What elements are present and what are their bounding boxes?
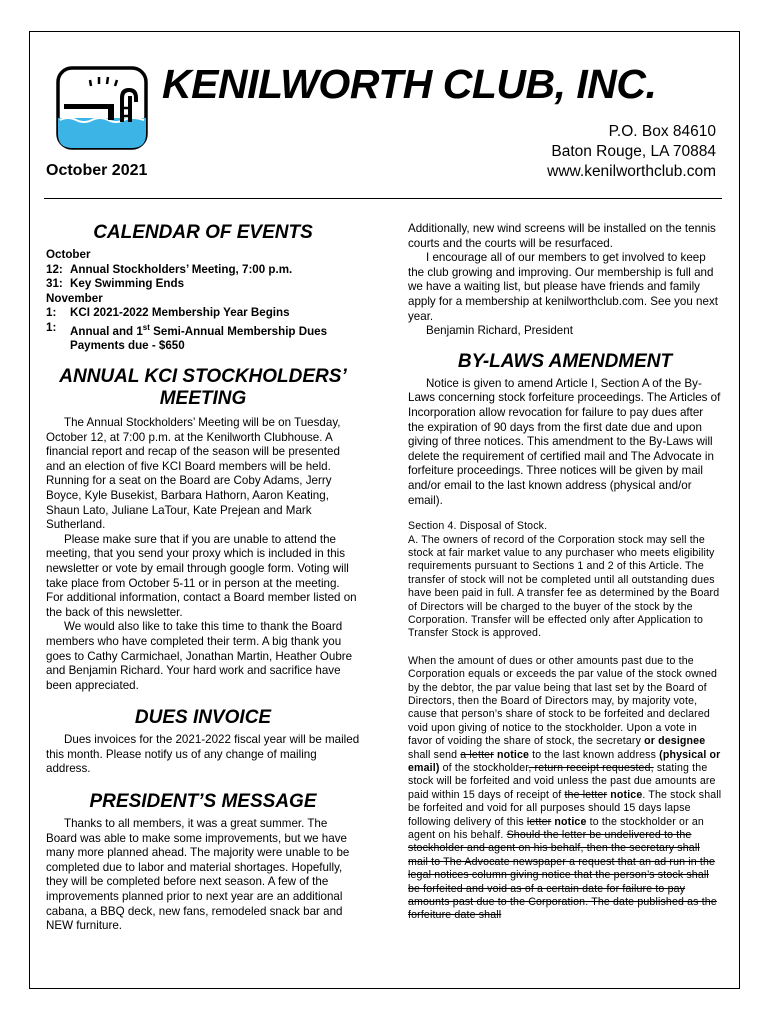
meeting-paragraph: The Annual Stockholders’ Meeting will be on Tuesday, October 12, at 7:00 p.m. at the Kenilworth Clubhouse. A financial report and recap of the season will be presented and an election of five KCI Board members will be held. Running for a seat on the Board are Coby Adams, Jerry Boyce, Kyle Busekist, Barbara Hathorn, Aaron Keating, Shaun Lato, Juliane LaTour, Kate Prejean and Mark Sutherland. [46,416,341,532]
president-paragraph: Thanks to all members, it was a great summer. The Board was able to make some improvements, but we have many more planned ahead. The majority were unable to be completed due to labor and material shortages. Hopefully, they will be completed before next season. A few of the improvements planned prior to next year are an additional cabana, a BBQ deck, new fans, remodeled snack bar and NEW furniture. [46,817,350,933]
pool-ladder-icon [56,66,148,150]
calendar-heading: CALENDAR OF EVENTS [93,222,313,243]
address-line-po-box: P.O. Box 84610 [608,123,716,140]
left-column [46,222,360,934]
president-signature: Benjamin Richard, President [426,324,573,338]
dues-heading: DUES INVOICE [134,707,272,729]
president-body [46,817,360,934]
dues-body [46,733,360,777]
calendar-event: 31: Key Swimming Ends [46,277,185,291]
calendar-event: 1: Annual and 1st Semi-Annual Membership Dues [46,320,328,338]
website-link[interactable]: www.kenilworthclub.com [547,163,716,180]
dues-paragraph: Dues invoices for the 2021-2022 fiscal year will be mailed this month. Please notify us of any change of mailing address. [46,733,360,776]
bylaws-heading: BY-LAWS AMENDMENT [457,350,673,372]
club-name: KENILWORTH CLUB, INC. [162,61,657,107]
president-paragraph: Additionally, new wind screens will be installed on the tennis courts and the courts will be resurfaced. [408,222,716,250]
calendar-list [46,248,360,354]
club-address [547,122,716,182]
meeting-heading: ANNUAL KCI STOCKHOLDERS’ MEETING [59,366,347,410]
header-divider [44,198,722,199]
section-forfeiture: When the amount of dues or other amounts past due to the Corporation equals or exceeds the par value of the stock owned by the debtor, the par value being that last set by the Board of Directors, then the Board of Directors may, by majority vote, cause that person’s share of stock to be forfeited and declared void upon giving of notice to the stockholder. Upon a vote in favor of voiding the share of stock, the secretary or designee shall send a letter notice to the last known address (physical or email) of the stockholder, return receipt requested, stating the stock will be forfeited and void unless the past due amounts are paid within 15 days of receipt of the letter notice. The stock shall be forfeited and void for all purposes should 15 days lapse following delivery of this letter notice to the stockholder or an agent on his behalf. Should the letter be undelivered to the stockholder and agent on his behalf, then the secretary shall mail to The Advocate newspaper a request that an ad run in the legal notices column giving notice that the person’s stock shall be forfeited and void as of a certain date for failure to pay amounts past due to the Corporation. The date published as the forfeiture date shall [408,654,722,922]
section-a: A. The owners of record of the Corporation stock may sell the stock at fair market value to any purchaser who meets eligibility requirements pursuant to Sections 1 and 2 of this Article. The transfer of stock will not be completed until all outstanding dues have been paid in full. A transfer fee as determined by the Board of Directors will be charged to the buyer of the stock by the Corporation. Transfer will be effected only after Application to Transfer Stock is approved. [408,533,720,640]
president-heading: PRESIDENT’S MESSAGE [89,791,317,813]
meeting-body [46,416,360,693]
calendar-event: 12: Annual Stockholders’ Meeting, 7:00 p.m. [46,262,293,276]
meeting-paragraph: We would also like to take this time to thank the Board members who have completed their term. A big thank you goes to Cathy Carmichael, Jonathan Martin, Heather Oubre and Benjamin Richard. Your hard work and sacrifice have been appreciated. [46,620,353,692]
address-line-city: Baton Rouge, LA 70884 [551,143,716,160]
section-title: Section 4. Disposal of Stock. [408,520,548,533]
president-paragraph: I encourage all of our members to get involved to keep the club growing and improving. Our membership is full and we have a waiting list, but please have friends and family apply for a membership at kenilworthclub.com. See you next year. [408,251,718,323]
issue-date: October 2021 [46,162,148,179]
calendar-event: 1: KCI 2021-2022 Membership Year Begins [46,306,290,320]
meeting-paragraph: Please make sure that if you are unable to attend the meeting, that you send your proxy which is included in this newsletter or vote by email through google form. Voting will take place from October 5-11 or in person at the meeting. For additional information, contact a Board member listed on the back of this newsletter. [46,532,357,619]
bylaws-section-4 [408,520,722,923]
calendar-month-november: November [46,291,103,305]
calendar-month-october: October [46,248,91,261]
right-column [408,222,722,923]
bylaws-paragraph: Notice is given to amend Article I, Section A of the By-Laws concerning stock forfeiture proceedings. The Articles of Incorporation allow revocation for failure to pay dues after the expiration of 90 days from the first date due and upon giving of three notices. This amendment to the By-Laws will delete the requirement of certified mail and The Advocate in forfeiture proceedings. Three notices will be given by mail and/or email to the last known address (physical and/or email). [408,376,721,507]
calendar-event-continued: Payments due - $650 [70,339,185,353]
